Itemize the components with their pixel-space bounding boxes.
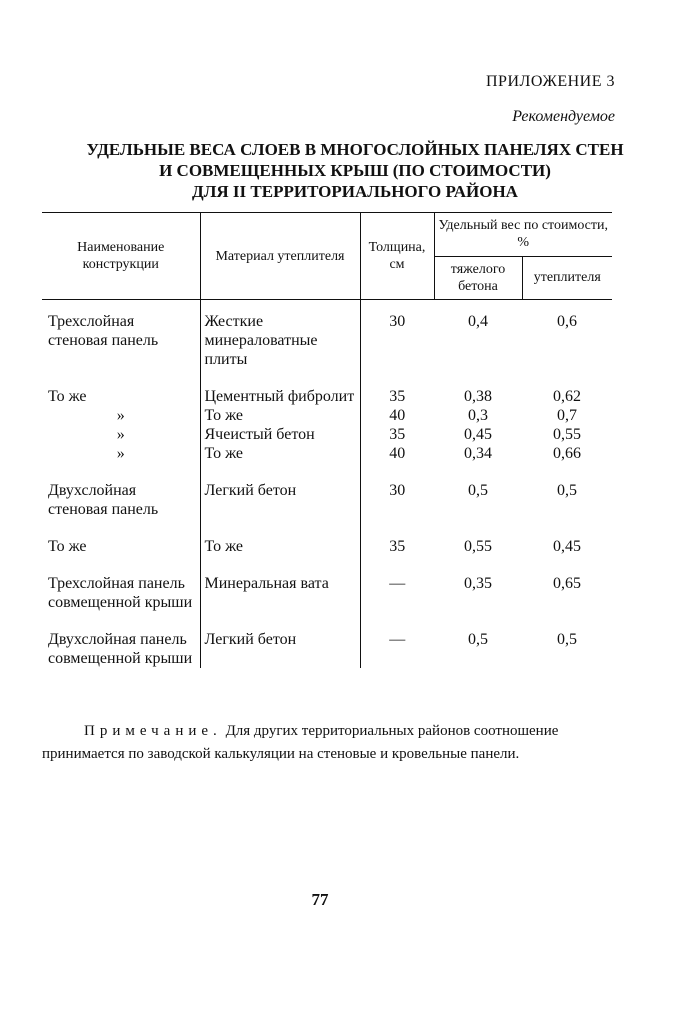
cell-thickness: 40 [360,406,434,425]
footnote-text: Для других территориальных районов соотношение принимается по заводской калькуляции на стеновые и кровельные панели. [42,723,559,762]
cell-thickness: 35 [360,369,434,406]
header-weight-group: Удельный вес по стоимости, % [434,213,612,257]
cell-thickness: 30 [360,463,434,519]
title-line: УДЕЛЬНЫЕ ВЕСА СЛОЕВ В МНОГОСЛОЙНЫХ ПАНЕЛЯХ СТЕН [86,140,624,159]
cell-insulation: 0,55 [553,426,581,443]
page-number: 77 [311,890,329,909]
table-row [42,300,612,370]
table-row [42,406,612,425]
cell-concrete: 0,38 [464,388,492,405]
cell-thickness: — [360,612,434,668]
title-line: ДЛЯ II ТЕРРИТОРИАЛЬНОГО РАЙОНА [192,182,518,201]
cell-material: Жесткие минераловатные плиты [200,300,360,370]
cell-concrete: 0,34 [464,445,492,462]
cell-thickness: 35 [360,425,434,444]
cell-concrete: 0,4 [468,313,488,330]
cell-construction: » [116,445,125,462]
cell-material: Цементный фибролит [200,369,360,406]
table-row [42,612,612,668]
cell-material: Легкий бетон [200,463,360,519]
cell-insulation: 0,65 [553,575,581,592]
cell-material: То же [200,519,360,556]
table-row [42,556,612,612]
title-line: И СОВМЕЩЕННЫХ КРЫШ (ПО СТОИМОСТИ) [159,161,551,180]
header-thickness: Толщина, см [360,213,434,300]
cell-material: То же [200,444,360,463]
cell-construction: Двухслойная стеновая панель [48,482,159,518]
cell-thickness: — [360,556,434,612]
cell-material: Легкий бетон [200,612,360,668]
document-title [60,139,650,202]
cell-insulation: 0,5 [557,631,577,648]
cell-thickness: 30 [360,300,434,370]
cell-insulation: 0,45 [553,538,581,555]
cell-thickness: 40 [360,444,434,463]
table-row [42,463,612,519]
table-row [42,425,612,444]
cell-thickness: 35 [360,519,434,556]
cell-insulation: 0,5 [557,482,577,499]
cell-concrete: 0,45 [464,426,492,443]
cell-concrete: 0,55 [464,538,492,555]
cell-construction: » [116,426,125,443]
cell-construction: » [116,407,125,424]
cell-insulation: 0,6 [557,313,577,330]
cell-concrete: 0,5 [468,631,488,648]
cell-construction: То же [48,388,87,405]
cell-construction: Трехслойная панель совмещенной крыши [48,575,193,611]
cell-material: Ячеистый бетон [200,425,360,444]
header-construction: Наименование конструкции [42,213,200,300]
footnote-label: Примечание. [84,723,222,739]
table-row [42,369,612,406]
cell-insulation: 0,66 [553,445,581,462]
header-insulation: утеплителя [522,256,612,300]
header-heavy-concrete: тяжелого бетона [434,256,522,300]
weights-table [42,212,612,668]
cell-material: То же [200,406,360,425]
recommended-label: Рекомендуемое [512,108,615,125]
header-material: Материал утеплителя [200,213,360,300]
cell-concrete: 0,35 [464,575,492,592]
cell-material: Минеральная вата [200,556,360,612]
appendix-label: ПРИЛОЖЕНИЕ 3 [485,73,615,90]
cell-insulation: 0,62 [553,388,581,405]
table-row [42,444,612,463]
cell-construction: Трехслойная стеновая панель [48,313,159,349]
cell-concrete: 0,3 [468,407,488,424]
cell-construction: Двухслойная панель совмещенной крыши [48,631,193,667]
cell-construction: То же [48,538,87,555]
footnote [42,720,617,766]
cell-concrete: 0,5 [468,482,488,499]
cell-insulation: 0,7 [557,407,577,424]
table-row [42,519,612,556]
